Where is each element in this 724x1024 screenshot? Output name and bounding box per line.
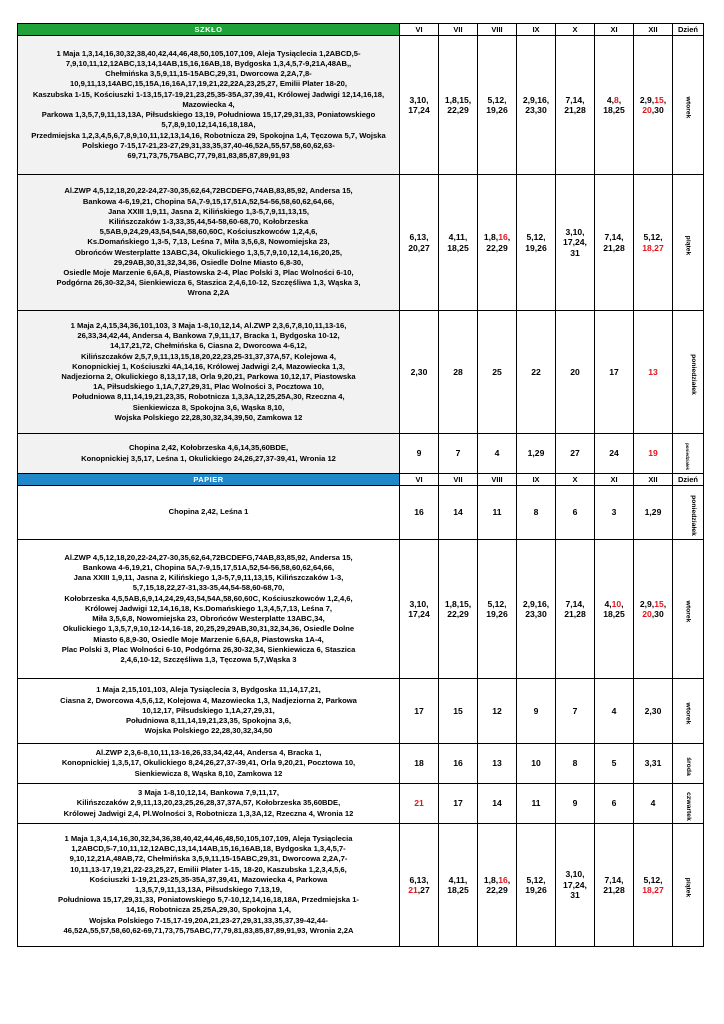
schedule-row [18, 744, 704, 784]
date-text: 27 [570, 448, 580, 459]
month-header: VII [439, 474, 478, 486]
collection-dates [517, 784, 556, 824]
holiday-shifted-date: 15 [654, 94, 664, 105]
street-list: Al.ZWP 4,5,12,18,20,22-24,27-30,35,62,64,72BCDEFG,74AB,83,85,92, Andersa 15, Bankowa 4-6,19,21, Chopina 5A,7-9,15,17,51A,52,54-56,58,60,62,64,66, Jana XXIII 1,9,11, Jasna 2, Kilińskiego 1,3-5,7,9,11,13,15, Kilińszczaków 1-3, 5,7,15,18,22,27-31,33-35,44,54-58,60-68,70, Kołobrzeska 4,5,5AB,6,9,14,24,29,43,54,54A,58,60,60C, Kościuszkowców 1,2,4,6, Królowej Jadwigi 12,14,16,18, Ks.Domańskiego 1,3,4,5,7,13, Leśna 7, Miła 3,5,6,8, Nowomiejska 23, Obrońców Westerplatte 13ABC,34, Okulickiego 1,3,5,7,9,10,12-14,16-18, 20,25,29,29AB,30,31,32,34,36, Osiedle Dolne Miasto 6,8,9-30, Osiedle Moje Marzenie 6,6A,8, Piastowska 1A-4, Plac Polski 3, Plac Wolności 6-10, Podgórna 26,30-32,34, Sienkiewicza 6, Staszica 2,4,6,10-12, Szczęśliwa 1,3, Tęczowa 5,7,Wąska 3 [18, 540, 400, 679]
date-text: 2,30 [644, 705, 662, 716]
date-text: , 22,29 [486, 874, 511, 895]
month-header: IX [517, 24, 556, 36]
date-text: 4,11, 18,25 [447, 232, 469, 253]
date-text: 5,12, 19,26 [486, 598, 508, 619]
month-header: X [556, 474, 595, 486]
date-text: 5,12, 19,26 [486, 94, 508, 115]
section-header-row [18, 24, 704, 36]
street-list: Chopina 2,42, Kołobrzeska 4,6,14,35,60BDE, Konopnickiej 3,5,17, Leśna 1, Okulickiego 24,26,27,37-39,41, Wronia 12 [18, 434, 400, 474]
holiday-shifted-date: 20 [642, 105, 652, 115]
date-text: 2,9,16, 23,30 [522, 598, 550, 619]
collection-dates [517, 175, 556, 311]
date-text: 5 [611, 758, 617, 769]
date-text: 9 [572, 798, 578, 809]
collection-dates [517, 744, 556, 784]
collection-dates [400, 434, 439, 474]
date-text: , [663, 94, 667, 105]
date-text: 7,14, 21,28 [564, 94, 586, 115]
month-header: XII [634, 24, 673, 36]
collection-dates [439, 175, 478, 311]
holiday-shifted-date: 8 [614, 94, 619, 105]
date-text: 6 [572, 507, 578, 518]
weekday-label: czwartek [684, 791, 692, 821]
date-text: 28 [453, 366, 463, 377]
weekday-label: wtorek [684, 600, 692, 623]
date-text: 11 [531, 798, 541, 809]
date-text: 2,30 [410, 366, 428, 377]
collection-dates [478, 36, 517, 175]
date-text: 11 [492, 507, 502, 518]
weekday-cell [673, 311, 704, 434]
collection-dates [400, 175, 439, 311]
schedule-row [18, 486, 704, 540]
holiday-shifted-date: 21 [414, 798, 424, 809]
date-text: 3,31 [644, 758, 662, 769]
street-list: 3 Maja 1-8,10,12,14, Bankowa 7,9,11,17, Kilińszczaków 2,9,11,13,20,23,25,26,28,37,37A,57, Kołobrzeska 35,60BDE, Królowej Jadwigi 2,4, Pl.Wolności 3, Robotnicza 1,3,3A,12, Rzeczna 4, Wronia 12 [18, 784, 400, 824]
date-text: 7,14, 21,28 [603, 874, 625, 895]
street-list: 1 Maja 1,3,14,16,30,32,38,40,42,44,46,48,50,105,107,109, Aleja Tysiąclecia 1,2ABCD,5-7,9,10,11,12,12ABC,13,14,14AB,15,16,16AB,18, Bydgoska 1,3,4,5,7-9,21A,48AB,, Chełmińska 3,5,9,11,15-15ABC,29,31, Dworcowa 2,2A,7,8-10,9,11,13,14ABC,15,15A,16,16A,17,19,21,22,22A,23,25,27, Emilii Plater 18-20, Kaszubska 1-15, Kościuszki 1-13,15,17-19,21,23,25,35-35A,37,39,41, Królowej Jadwigi 12,14,16,18, Mazowiecka 4, Parkowa 1,3,5,7,9,11,13,13A, Piłsudskiego 13,19, Południowa 15,17,29,31,33, Poniatowskiego 5,7,8,9,10,12,14,16,18,18A, Przedmiejska 1,2,3,4,5,6,7,8,9,10,11,12,13,14,16, Robotnicza 29, Spokojna 1,4, Tęczowa 5,7, Wojska Polskiego 7-15,17-21,23-27,29,31,33,35,37,40-46,52A,55,57,58,60,62,63-69,71,73,75,75ABC,77,79,81,83,85,87,89,91,93 [18, 36, 400, 175]
collection-dates [634, 434, 673, 474]
collection-dates [439, 311, 478, 434]
schedule-row [18, 679, 704, 744]
holiday-shifted-date: 21 [408, 885, 418, 895]
collection-dates [478, 679, 517, 744]
day-header: Dzień [673, 24, 704, 36]
collection-dates [595, 311, 634, 434]
collection-dates [517, 434, 556, 474]
date-text: , 18,25 [603, 94, 625, 115]
schedule-row [18, 434, 704, 474]
date-text: 8 [533, 507, 539, 518]
collection-dates [556, 540, 595, 679]
collection-dates [556, 824, 595, 947]
collection-dates [439, 486, 478, 540]
date-text: 5,12, 19,26 [525, 874, 547, 895]
month-header: XII [634, 474, 673, 486]
month-header: VIII [478, 474, 517, 486]
weekday-cell [673, 824, 704, 947]
collection-dates [400, 311, 439, 434]
collection-dates [556, 175, 595, 311]
date-text: 2,9, [639, 598, 655, 609]
street-list: Chopina 2,42, Leśna 1 [18, 486, 400, 540]
weekday-cell [673, 36, 704, 175]
date-text: 2,9,16, 23,30 [522, 94, 550, 115]
date-text: 8 [572, 758, 578, 769]
holiday-shifted-date: 20 [642, 609, 652, 619]
date-text: 7 [572, 705, 578, 716]
date-text: 22 [531, 366, 541, 377]
collection-dates [517, 824, 556, 947]
collection-dates [595, 175, 634, 311]
month-header: X [556, 24, 595, 36]
collection-dates [634, 175, 673, 311]
date-text: 25 [492, 366, 502, 377]
weekday-cell [673, 486, 704, 540]
date-text: 4, [606, 94, 614, 105]
schedule-row [18, 540, 704, 679]
date-text: 17 [453, 798, 463, 809]
month-header: VII [439, 24, 478, 36]
section-title: SZKŁO [18, 24, 400, 36]
date-text: 16 [453, 758, 463, 769]
collection-dates [517, 540, 556, 679]
holiday-shifted-date: 10 [611, 598, 622, 609]
weekday-label: piątek [684, 877, 692, 898]
street-list: 1 Maja 2,4,15,34,36,101,103, 3 Maja 1-8,10,12,14, Al.ZWP 2,3,6,7,8,10,11,13-16, 26,33,34,42,44, Andersa 4, Bankowa 7,9,11,17, Bracka 1, Bydgoska 10-12, 14,17,21,72, Chełmińska 6, Ciasna 2, Dworcowa 4-6,12, Kilińszczaków 2,5,7,9,11,13,15,18,20,22,23,25-31,37,37A,57, Kolejowa 4, Konopnickiej 1, Kościuszki 4A,14,16, Królowej Jadwigi 2,4, Mazowiecka 1,3, Nadjeziorna 2, Okulickiego 8,13,17,18, Orla 9,20,21, Parkowa 10,12,17, Piastowska 1A, Piłsudskiego 1,1A,7,27,29,31, Plac Wolności 3, Pocztowa 10, Południowa 8,11,14,19,21,23,35, Robotnicza 1,3,3A,12,25,25A,30, Rzeczna 4, Sienkiewicza 8, Spokojna 3,6, Wąska 8,10, Wojska Polskiego 22,28,30,32,34,39,50, Zamkowa 12 [18, 311, 400, 434]
collection-dates [595, 824, 634, 947]
schedule-row [18, 36, 704, 175]
collection-dates [595, 540, 634, 679]
holiday-shifted-date: 19 [648, 448, 658, 459]
date-text: 7,14, 21,28 [603, 232, 625, 253]
date-text: 1,29 [527, 448, 545, 459]
collection-dates [517, 311, 556, 434]
date-text: , 18,25 [603, 598, 625, 619]
collection-dates [595, 486, 634, 540]
collection-dates [595, 679, 634, 744]
date-text: 5,12, [643, 232, 663, 242]
date-text: 3,10, 17,24 [408, 94, 430, 115]
date-text: 1,8, [483, 874, 499, 885]
collection-dates [478, 824, 517, 947]
schedule-table [17, 23, 704, 947]
collection-dates [439, 744, 478, 784]
street-list: 1 Maja 1,3,4,14,16,30,32,34,36,38,40,42,44,46,48,50,105,107,109, Aleja Tysiąclecia 1,2ABCD,5-7,10,11,12,12ABC,13,14,14AB,15,16,16AB,18, Bydgoska 1,3,4,5,7- 9,10,12,21A,48AB,72, Chełmińska 3,5,9,11,15-15ABC,29,31, Dworcowa 2,2A,7- 10,11,13-17,19,21,22-23,25,27, Emilii Plater 1-15, 18-20, Kaszubska 1,2,3,4,5,6, Kościuszki 1-19,21,23-25,35-35A,37,39,41, Mazowiecka 4, Parkowa 1,3,5,7,9,11,13,13A, Piłsudskiego 7,13,19, Południowa 15,17,29,31,33, Poniatowskiego 5,7-10,12,14,16,18,18A, Przedmiejska 1- 14,16, Robotnicza 25,25A,29,30, Spokojna 1,4, Wojska Polskiego 7-15,17-19,20A,21,23-27,29,31,33,35,37,39-42,44- 46,52A,55,57,58,60,62-69,71,73,75,75ABC,77,79,81,83,85,87,89,91,93, Wronia 2,2A [18, 824, 400, 947]
collection-dates [595, 744, 634, 784]
collection-dates [517, 36, 556, 175]
holiday-shifted-date: 18,27 [642, 242, 664, 253]
street-list: Al.ZWP 4,5,12,18,20,22-24,27-30,35,62,64,72BCDEFG,74AB,83,85,92, Andersa 15, Bankowa 4-6,19,21, Chopina 5A,7-9,15,17,51A,52,54-56,58,60,62,64,66, Jana XXIII 1,9,11, Jasna 2, Kilińskiego 1,3-5,7,9,11,13,15, Kilińszczaków 1-3,33,35,44,54-58,60-68,70, Kołobrzeska 5,5AB,9,24,29,43,54,54A,58,60,60C, Kościuszkowców 1,2,4,6, Ks.Domańskiego 1,3-5, 7,13, Leśna 7, Miła 3,5,6,8, Nowomiejska 23, Obrońców Westerplatte 13ABC,34, Okulickiego 1,3,5,7,9,10,12,14,16,20,25, 29,29AB,30,31,32,34,36, Osiedle Dolne Miasto 6,8-30, Osiedle Moje Marzenie 6,6A,8, Piastowska 2-4, Plac Polski 3, Plac Wolności 6-10, Podgórna 26,30-32,34, Sienkiewicza 6, Staszica 2,4,6,10-12, Szczęśliwa 1,3, Wąska 3, Wrona 2,2A [18, 175, 400, 311]
date-text: 7 [455, 448, 461, 459]
holiday-shifted-date: 16 [498, 232, 508, 242]
date-text: 17 [609, 366, 619, 377]
collection-dates [517, 679, 556, 744]
holiday-shifted-date: 18,27 [642, 885, 664, 895]
weekday-label: wtorek [684, 702, 692, 725]
section-header-row [18, 474, 704, 486]
collection-dates [556, 36, 595, 175]
month-header: VIII [478, 24, 517, 36]
holiday-shifted-date: 13 [648, 366, 658, 377]
month-header: XI [595, 24, 634, 36]
date-text: 6 [611, 798, 617, 809]
collection-dates [478, 175, 517, 311]
weekday-cell [673, 679, 704, 744]
weekday-label: środa [684, 756, 692, 776]
weekday-label: poniedziałek [689, 494, 697, 536]
collection-dates [478, 311, 517, 434]
schedule-row [18, 784, 704, 824]
date-text: ,30 [651, 609, 664, 619]
holiday-shifted-date: 15 [654, 598, 664, 609]
date-text: 2,9, [639, 94, 655, 105]
date-text: 5,12, [643, 874, 663, 885]
collection-dates [634, 36, 673, 175]
collection-dates [556, 434, 595, 474]
date-text: 18 [414, 758, 424, 769]
street-list: Al.ZWP 2,3,6-8,10,11,13-16,26,33,34,42,44, Andersa 4, Bracka 1, Konopnickiej 1,3,5,17, Okulickiego 8,24,26,27,37-39,41, Orla 9,20,21, Pocztowa 10, Sienkiewicza 8, Wąska 8,10, Zamkowa 12 [18, 744, 400, 784]
weekday-label: poniedziałek [689, 354, 697, 395]
collection-dates [556, 486, 595, 540]
collection-dates [439, 784, 478, 824]
schedule-row [18, 311, 704, 434]
date-text: 7,14, 21,28 [564, 598, 586, 619]
holiday-shifted-date: 16 [498, 874, 508, 885]
weekday-cell [673, 434, 704, 474]
collection-dates [634, 679, 673, 744]
date-text: 1,29 [644, 507, 662, 518]
collection-dates [400, 824, 439, 947]
collection-dates [478, 784, 517, 824]
date-text: 13 [492, 758, 502, 769]
date-text: 1,8,15, 22,29 [444, 94, 472, 115]
collection-dates [634, 784, 673, 824]
collection-dates [400, 744, 439, 784]
street-list: 1 Maja 2,15,101,103, Aleja Tysiąclecia 3, Bydgoska 11,14,17,21, Ciasna 2, Dworcowa 4,5,6,12, Kolejowa 4, Mazowiecka 1,3, Nadjeziorna 2, Parkowa 10,12,17, Piłsudskiego 1,1A,27,29,31, Południowa 8,11,14,19,21,23,35, Spokojna 3,6, Wojska Polskiego 22,28,30,32,34,50 [18, 679, 400, 744]
date-text: 4, [604, 598, 612, 609]
collection-dates [595, 434, 634, 474]
collection-dates [556, 744, 595, 784]
date-text: 17 [414, 705, 424, 716]
day-header: Dzień [673, 474, 704, 486]
date-text: 3,10, 17,24, 31 [563, 226, 587, 258]
collection-dates [634, 486, 673, 540]
collection-dates [595, 784, 634, 824]
date-text: 4,11, 18,25 [447, 874, 469, 895]
date-text: 15 [453, 705, 463, 716]
collection-dates [634, 311, 673, 434]
section-title: PAPIER [18, 474, 400, 486]
month-header: IX [517, 474, 556, 486]
date-text: 1,8,15, 22,29 [444, 598, 472, 619]
month-header: VI [400, 24, 439, 36]
date-text: 4 [611, 705, 617, 716]
schedule-row [18, 824, 704, 947]
date-text: 20 [570, 366, 580, 377]
weekday-label: wtorek [684, 96, 692, 119]
date-text: 4 [650, 798, 656, 809]
weekday-cell [673, 784, 704, 824]
weekday-cell [673, 175, 704, 311]
date-text: 16 [414, 507, 424, 518]
date-text: 12 [492, 705, 502, 716]
date-text: ,30 [651, 105, 664, 115]
collection-dates [634, 540, 673, 679]
collection-dates [439, 824, 478, 947]
date-text: 6,13, [409, 874, 429, 885]
collection-dates [634, 824, 673, 947]
date-text: 4 [494, 448, 500, 459]
date-text: , [663, 598, 667, 609]
collection-dates [478, 744, 517, 784]
date-text: 3 [611, 507, 617, 518]
date-text: 10 [531, 758, 541, 769]
month-header: XI [595, 474, 634, 486]
collection-dates [556, 311, 595, 434]
date-text: 14 [453, 507, 463, 518]
collection-dates [634, 744, 673, 784]
collection-dates [400, 784, 439, 824]
collection-dates [439, 36, 478, 175]
date-text: 9 [533, 705, 539, 716]
collection-dates [400, 486, 439, 540]
date-text: 5,12, 19,26 [525, 232, 547, 253]
collection-dates [556, 784, 595, 824]
collection-dates [478, 486, 517, 540]
date-text: 9 [416, 448, 422, 459]
date-text: 6,13, 20,27 [408, 232, 430, 253]
weekday-label: poniedziałek [685, 442, 691, 470]
collection-dates [400, 679, 439, 744]
collection-dates [400, 36, 439, 175]
weekday-label: piątek [684, 235, 692, 255]
date-text: 1,8, [483, 232, 499, 242]
date-text: ,27 [417, 885, 430, 895]
collection-dates [478, 540, 517, 679]
collection-dates [400, 540, 439, 679]
collection-dates [439, 434, 478, 474]
schedule-row [18, 175, 704, 311]
weekday-cell [673, 540, 704, 679]
date-text: 14 [492, 798, 502, 809]
date-text: 3,10, 17,24, 31 [563, 869, 587, 901]
collection-dates [478, 434, 517, 474]
date-text: , 22,29 [486, 232, 511, 253]
date-text: 3,10, 17,24 [408, 598, 430, 619]
collection-dates [517, 486, 556, 540]
collection-dates [439, 540, 478, 679]
weekday-cell [673, 744, 704, 784]
collection-dates [595, 36, 634, 175]
month-header: VI [400, 474, 439, 486]
date-text: 24 [609, 448, 619, 459]
collection-dates [556, 679, 595, 744]
collection-dates [439, 679, 478, 744]
